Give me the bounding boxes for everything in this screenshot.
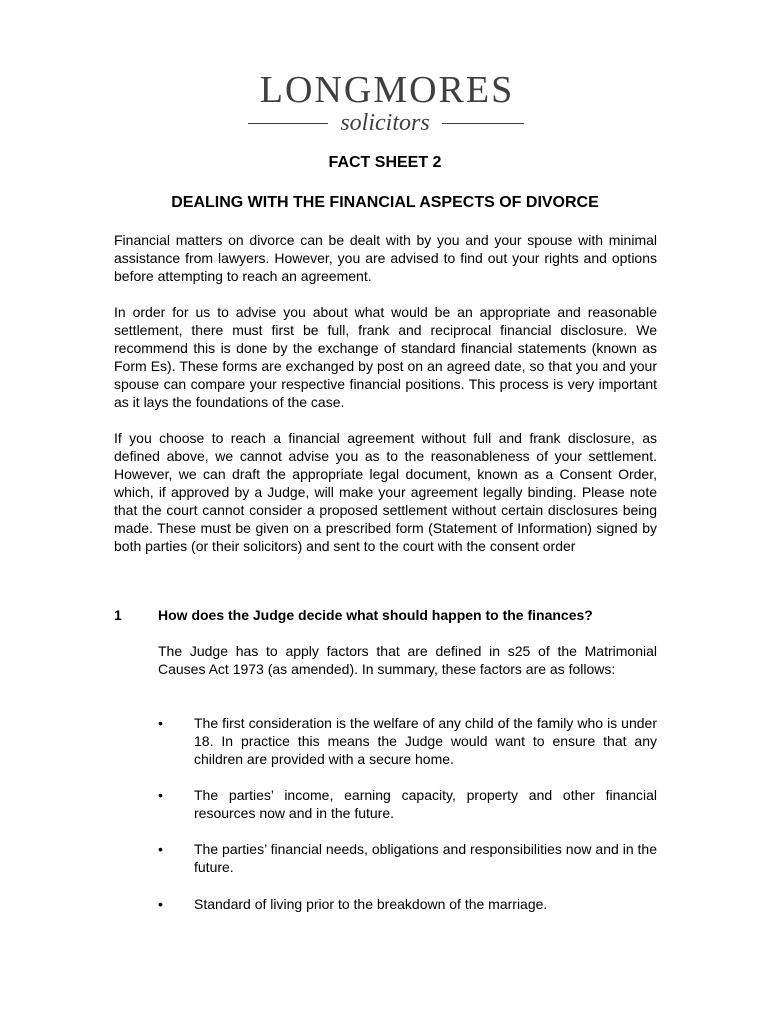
section-heading: How does the Judge decide what should happen to the finances? <box>158 607 593 623</box>
longmores-logo <box>246 66 528 136</box>
section-number: 1 <box>114 607 122 623</box>
paragraph-3: If you choose to reach a financial agreement without full and frank disclosure, as defined above, we cannot advise you as to the reasonableness of your settlement. However, we can draft the appropriate legal document, known as a Consent Order, which, if approved by a Judge, will make your agreement legally binding. Please note that the court cannot consider a proposed settlement without certain disclosures being made. These must be given on a prescribed form (Statement of Information) signed by both parties (or their solicitors) and sent to the court with the consent order <box>114 430 657 554</box>
paragraph-1: Financial matters on divorce can be dealt with by you and your spouse with minimal assistance from lawyers. However, you are advised to find out your rights and options before attempting to reach an agreement. <box>114 232 657 284</box>
bullet-item: The first consideration is the welfare of any child of the family who is under 18. In practice this means the Judge would want to ensure that any children are provided with a secure home. <box>194 715 657 767</box>
section-intro: The Judge has to apply factors that are defined in s25 of the Matrimonial Causes Act 1973 (as amended). In summary, these factors are as follows: <box>158 643 657 677</box>
paragraph-2: In order for us to advise you about what would be an appropriate and reasonable settlement, there must first be full, frank and reciprocal financial disclosure. We recommend this is done by the exchange of standard financial statements (known as Form Es). These forms are exchanged by post on an agreed date, so that you and your spouse can compare your respective financial positions. This process is very important as it lays the foundations of the case. <box>114 304 657 410</box>
logo-tagline-row <box>246 110 528 136</box>
bullet-icon: • <box>158 787 163 803</box>
bullet-icon: • <box>158 715 163 731</box>
logo-tagline: solicitors <box>340 110 430 136</box>
bullet-item: Standard of living prior to the breakdown of the marriage. <box>194 896 548 912</box>
logo-rule-right <box>442 123 524 124</box>
bullet-item: The parties’ financial needs, obligations and responsibilities now and in the future. <box>194 841 657 875</box>
bullet-icon: • <box>158 896 163 912</box>
page-title: DEALING WITH THE FINANCIAL ASPECTS OF DIVORCE <box>171 194 599 211</box>
logo-rule-left <box>248 123 328 124</box>
bullet-icon: • <box>158 841 163 857</box>
bullet-item: The parties’ income, earning capacity, property and other financial resources now and in the future. <box>194 787 657 821</box>
logo-wordmark: LONGMORES <box>259 69 515 111</box>
fact-sheet-number: FACT SHEET 2 <box>328 154 442 171</box>
